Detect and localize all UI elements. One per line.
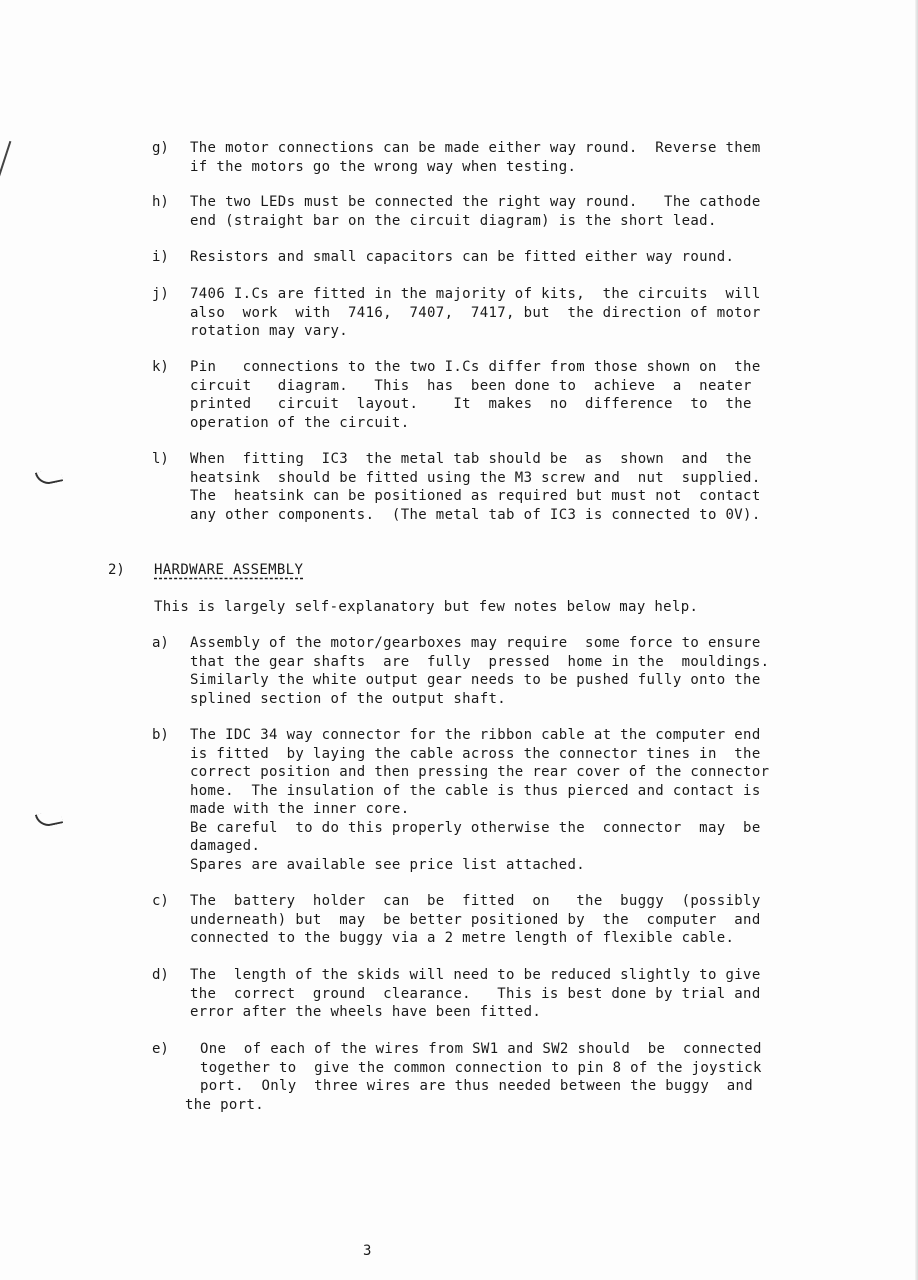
text-line: end (straight bar on the circuit diagram) is the short lead. (190, 212, 717, 229)
text-line: The length of the skids will need to be reduced slightly to give (190, 967, 761, 983)
text-line: Pin connections to the two I.Cs differ from those shown on the (190, 359, 761, 375)
text-line: splined section of the output shaft. (190, 690, 507, 707)
list-marker: d) (152, 967, 169, 983)
list-marker: g) (152, 140, 169, 156)
text-line: together to give the common connection to pin 8 of the joystick (200, 1059, 762, 1076)
text-line: One of each of the wires from SW1 and SW2 should be connected (200, 1041, 762, 1057)
text-line: correct position and then pressing the rear cover of the connector (190, 764, 770, 780)
text-line: damaged. (190, 838, 261, 854)
text-line: rotation may vary. (190, 323, 349, 339)
section-intro: This is largely self-explanatory but few notes below may help. (154, 599, 699, 615)
list-text (185, 1040, 812, 1114)
binder-hole-mark (35, 809, 63, 828)
text-line: The battery holder can be fitted on the buggy (possibly (190, 893, 761, 909)
binder-hole-mark (35, 467, 63, 486)
text-line: error after the wheels have been fitted. (190, 1004, 542, 1020)
text-line: made with the inner core. (190, 801, 410, 817)
list-text (190, 892, 802, 948)
text-line: circuit diagram. This has been done to achieve a neater (190, 377, 752, 394)
text-line: port. Only three wires are thus needed between the buggy and (200, 1078, 754, 1094)
text-line: underneath) but may be better positioned by the computer and (190, 911, 761, 928)
text-line: any other components. (The metal tab of IC3 is connected to 0V). (190, 506, 761, 523)
text-line: The motor connections can be made either way round. Reverse them (190, 140, 761, 156)
list-marker: a) (152, 635, 169, 651)
text-line: printed circuit layout. It makes no difference to the (190, 396, 752, 412)
section-heading: HARDWARE ASSEMBLY (154, 562, 304, 578)
text-line: if the motors go the wrong way when testing. (190, 158, 577, 175)
list-marker: e) (152, 1041, 169, 1057)
text-line: connected to the buggy via a 2 metre length of flexible cable. (190, 930, 735, 946)
text-line: home. The insulation of the cable is thus pierced and contact is (190, 782, 761, 799)
text-line: The heatsink can be positioned as required but must not contact (190, 488, 761, 504)
list-text (190, 634, 802, 708)
text-line: 7406 I.Cs are fitted in the majority of kits, the circuits will (190, 286, 761, 302)
list-text (190, 193, 802, 230)
margin-pen-mark (0, 141, 11, 187)
text-line: Resistors and small capacitors can be fitted either way round. (190, 249, 735, 265)
text-line: The IDC 34 way connector for the ribbon cable at the computer end (190, 727, 761, 743)
text-line: Spares are available see price list attached. (190, 856, 586, 873)
list-text (190, 285, 802, 341)
text-line: Be careful to do this properly otherwise the connector may be (190, 819, 761, 836)
list-marker: h) (152, 194, 169, 210)
list-text (190, 139, 802, 176)
list-text (190, 358, 802, 432)
list-marker: l) (152, 451, 169, 467)
list-text (190, 966, 802, 1022)
list-text (190, 248, 802, 267)
text-line: the correct ground clearance. This is best done by trial and (190, 985, 761, 1002)
list-marker: c) (152, 893, 169, 909)
list-marker: j) (152, 286, 169, 302)
list-marker: b) (152, 727, 169, 743)
section-number: 2) (108, 562, 125, 578)
text-line: operation of the circuit. (190, 414, 410, 431)
text-line: that the gear shafts are fully pressed home in the mouldings. (190, 653, 770, 670)
text-line: is fitted by laying the cable across the connector tines in the (190, 745, 761, 762)
list-marker: i) (152, 249, 169, 265)
list-marker: k) (152, 359, 169, 375)
list-text (190, 450, 802, 524)
text-line: The two LEDs must be connected the right way round. The cathode (190, 194, 761, 210)
list-text (190, 726, 802, 874)
text-line: the port. (185, 1096, 265, 1113)
text-line: When fitting IC3 the metal tab should be as shown and the (190, 451, 752, 467)
text-line: Similarly the white output gear needs to be pushed fully onto the (190, 672, 761, 688)
page-number: 3 (363, 1243, 372, 1259)
text-line: also work with 7416, 7407, 7417, but the direction of motor (190, 304, 761, 321)
text-line: Assembly of the motor/gearboxes may require some force to ensure (190, 635, 761, 651)
text-line: heatsink should be fitted using the M3 screw and nut supplied. (190, 469, 761, 486)
